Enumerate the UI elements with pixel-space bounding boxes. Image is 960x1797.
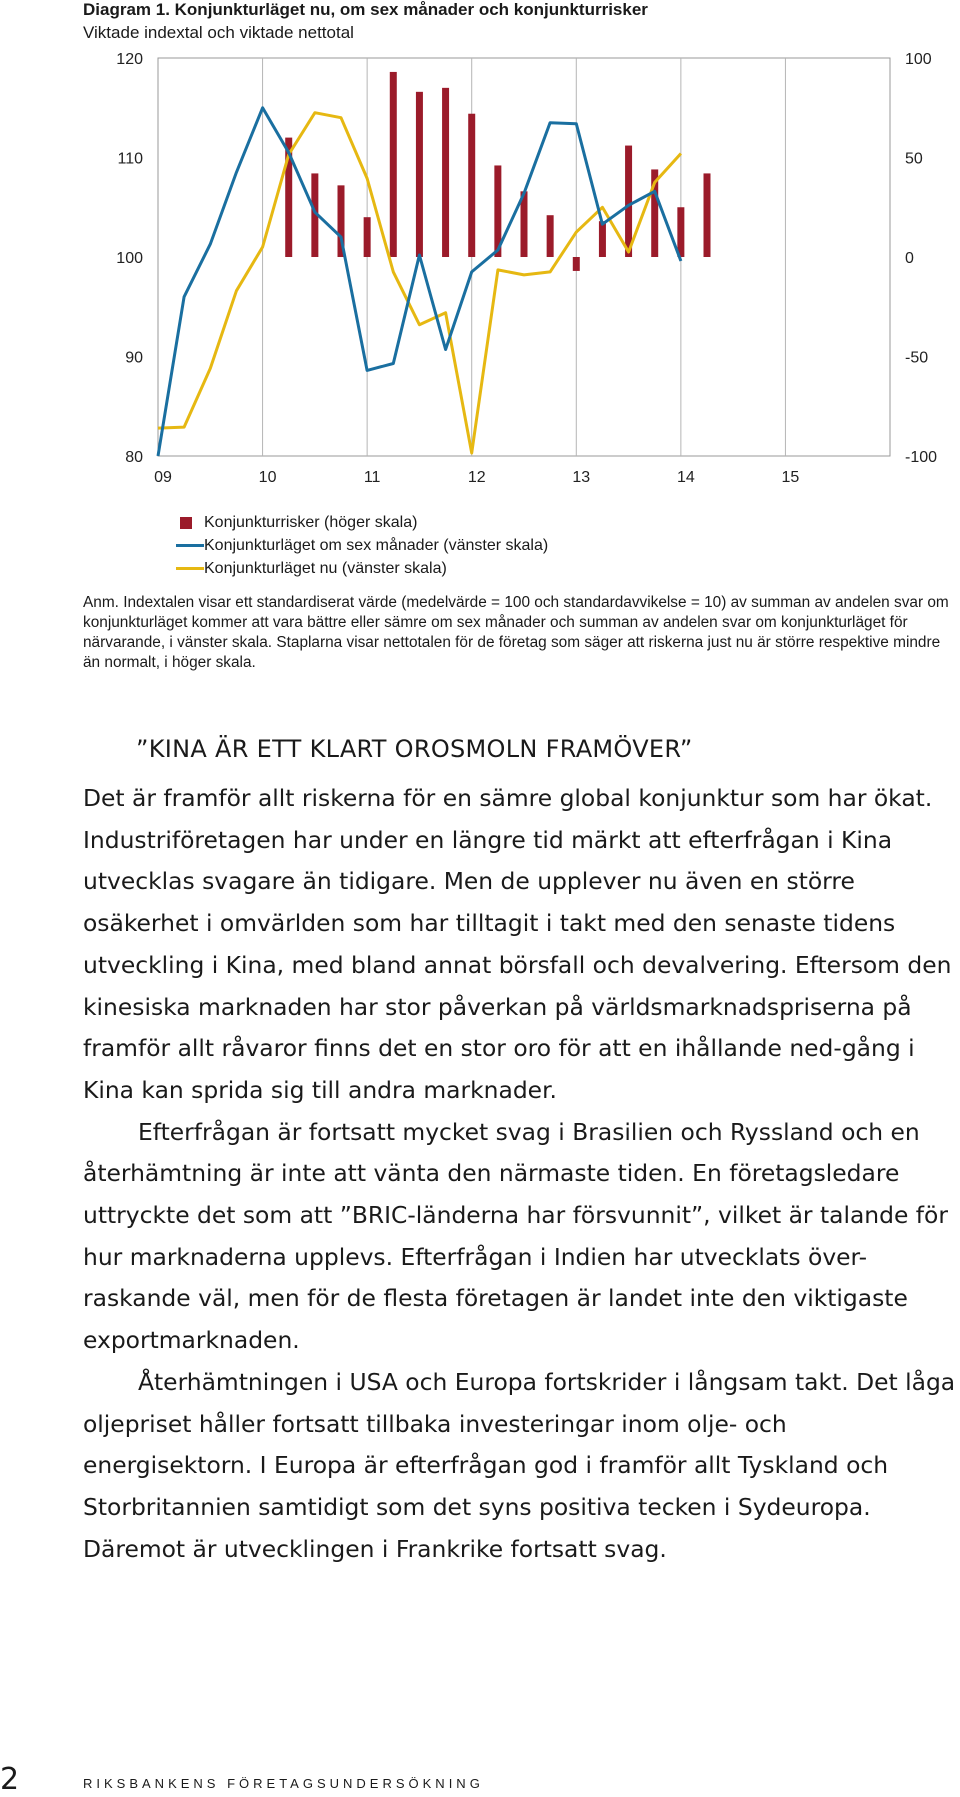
x-tick-label: 09 [154,469,172,486]
legend-item-bars [176,511,548,534]
x-axis [154,469,799,486]
legend-item-blue-line [176,534,548,557]
legend-swatch-yellow-line [176,567,204,570]
bar [599,221,606,257]
legend-label-yellow-line: Konjunkturläget nu (vänster skala) [204,559,447,577]
legend-label-blue-line: Konjunkturläget om sex månader (vänster skala) [204,536,549,554]
x-tick-label: 14 [676,469,695,486]
paragraph-2: Efterfrågan är fortsatt mycket svag i Brasilien och Ryssland och en återhämtning är inte att vänta den närmaste tiden. En företagsledare uttryckte det som att ”BRIC-länderna har försvunnit”, vilket är talande för hur marknaderna upplevs. Efterfrågan i Indien har utvecklats över-raskande väl, men för de flesta företagen är landet inte den viktigaste exportmarknaden. [83,1117,948,1355]
chart-note: Anm. Indextalen visar ett standardiserat värde (medelvärde = 100 och standardavvikelse = 10) av summan av andelen svar om konjunkturläget kommer att vara bättre eller sämre om sex månader och summan av andelen svar om konjunkturläget för närvarande, i vänster skala. Staplarna visar nettotalen för de företag som säger att riskerna just nu är större respektive mindre än normalt, i höger skala. [83,594,949,671]
bar [416,92,423,257]
chart-title: Diagram 1. Konjunkturläget nu, om sex månader och konjunkturrisker [83,0,648,19]
legend-item-yellow-line [176,557,548,580]
bar [677,207,684,257]
legend-swatch-blue-line [176,544,204,547]
y-axis-left [116,51,143,466]
y-left-tick-label: 110 [117,150,143,168]
bar [468,114,475,257]
y-axis-right [905,51,937,466]
y-right-tick-label: -50 [905,349,929,367]
bar [573,257,580,271]
chart-subtitle: Viktade indextal och viktade nettotal [83,23,354,42]
y-left-tick-label: 100 [116,250,143,267]
legend-swatch-bars [180,517,192,529]
x-tick-label: 10 [258,469,277,486]
paragraph-3: Återhämtningen i USA och Europa fortskrider i långsam takt. Det låga oljepriset håller fortsatt tillbaka investeringar inom olje- och energisektorn. I Europa är efterfrågan god i framför allt Tyskland och Storbritannien samtidigt som det syns positiva tecken i Sydeuropa. Däremot är utvecklingen i Frankrike fortsatt svag. [83,1367,956,1563]
page-number: 2 [0,1762,20,1797]
y-left-tick-label: 90 [125,349,143,367]
combo-chart [0,0,960,500]
x-tick-label: 12 [467,469,486,486]
section-heading: ”KINA ÄR ETT KLART OROSMOLN FRAMÖVER” [136,735,693,763]
body-text [83,778,958,1570]
bar [547,215,554,257]
y-right-tick-label: 0 [905,250,914,267]
y-right-tick-label: -100 [905,449,938,466]
bar [704,173,711,257]
x-tick-label: 11 [363,469,381,486]
x-tick-label: 15 [781,469,800,486]
bar-series-konjunkturrisker [285,72,710,271]
y-right-tick-label: 50 [905,150,923,168]
y-right-tick-label: 100 [905,51,932,68]
bar [390,72,397,257]
x-tick-label: 13 [572,469,591,486]
publication-name: RIKSBANKENS FÖRETAGSUNDERSÖKNING [83,1776,484,1791]
legend-label-bars: Konjunkturrisker (höger skala) [204,513,418,531]
y-left-tick-label: 120 [116,51,143,68]
bar [625,146,632,257]
paragraph-1: Det är framför allt riskerna för en sämre global konjunktur som har ökat. Industriföretagen har under en längre tid märkt att efterfrågan i Kina utvecklas svagare än tidigare. Men de upplever nu även en större osäkerhet i omvärlden som har tilltagit i takt med den senaste tidens utveckling i Kina, med bland annat börsfall och devalvering. Eftersom den kinesiska marknaden har stor påverkan på världsmarknadspriserna på framför allt råvaror finns det en stor oro för att en ihållande ned-gång i Kina kan sprida sig till andra marknader. [83,784,952,1104]
bar [442,88,449,257]
chart-legend [176,511,548,580]
bar [364,217,371,257]
y-left-tick-label: 80 [125,449,143,466]
